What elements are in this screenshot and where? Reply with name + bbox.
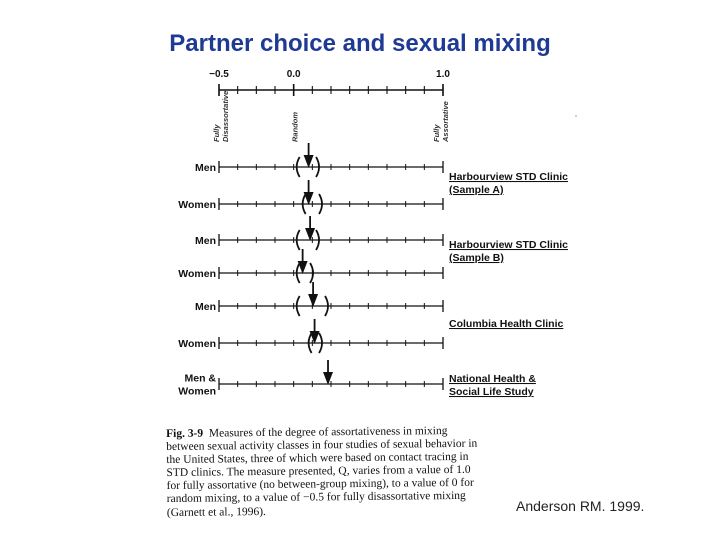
study-label: Harbourview STD Clinic xyxy=(449,239,569,251)
tick-label: 0.0 xyxy=(286,69,301,80)
study-label: Harbourview STD Clinic xyxy=(449,171,569,183)
study-label: (Sample B) xyxy=(449,252,504,264)
anchor-label: Fully xyxy=(212,124,221,142)
anchor-label: Fully xyxy=(432,124,441,142)
anchor-label-group xyxy=(432,101,450,143)
row-label: Men xyxy=(195,235,216,247)
estimate-arrow-head xyxy=(323,372,333,385)
anchor-label: Random xyxy=(290,112,300,142)
row-label: Women xyxy=(178,338,216,350)
anchor-label-group xyxy=(291,112,300,142)
tick-label: −0.5 xyxy=(209,69,229,80)
row-label: Women xyxy=(178,199,216,211)
scan-speck xyxy=(575,115,577,117)
anchor-label-group xyxy=(212,91,230,142)
row-label: Men & xyxy=(184,372,216,385)
study-label: National Health & xyxy=(449,373,536,385)
estimate-arrow-head xyxy=(308,294,318,307)
estimate-arrow-head xyxy=(305,228,315,241)
figure-caption xyxy=(166,425,482,520)
row-label: Women xyxy=(178,268,216,280)
anchor-label: Assortative xyxy=(441,101,450,142)
row-label: Women xyxy=(178,385,216,398)
row-label: Men xyxy=(195,162,216,174)
study-label: (Sample A) xyxy=(449,184,504,196)
row-label: Men xyxy=(195,301,216,313)
citation-credit: Anderson RM. 1999. xyxy=(516,498,645,514)
study-label: Columbia Health Clinic xyxy=(449,318,564,330)
estimate-arrow-head xyxy=(298,261,308,274)
estimate-arrow-head xyxy=(310,331,320,344)
caption-label: Fig. 3-9 xyxy=(166,427,204,440)
caption-text: Measures of the degree of assortativeness in mixing between sexual activity classes in four studies of sexual behavior in the United States, three of which were based on contact tracing in STD clinics. The measure presented, Q, varies from a value of 1.0 for fully assortative (no between-group mixing), to a value of 0 for random mixing, to a value of −0.5 for fully disassortative mixing (Garnett et al., 1996). xyxy=(166,425,478,519)
anchor-label: Disassortative xyxy=(221,90,230,142)
tick-label: 1.0 xyxy=(436,69,450,80)
study-label: Social Life Study xyxy=(449,386,534,398)
slide-title: Partner choice and sexual mixing xyxy=(169,30,551,57)
